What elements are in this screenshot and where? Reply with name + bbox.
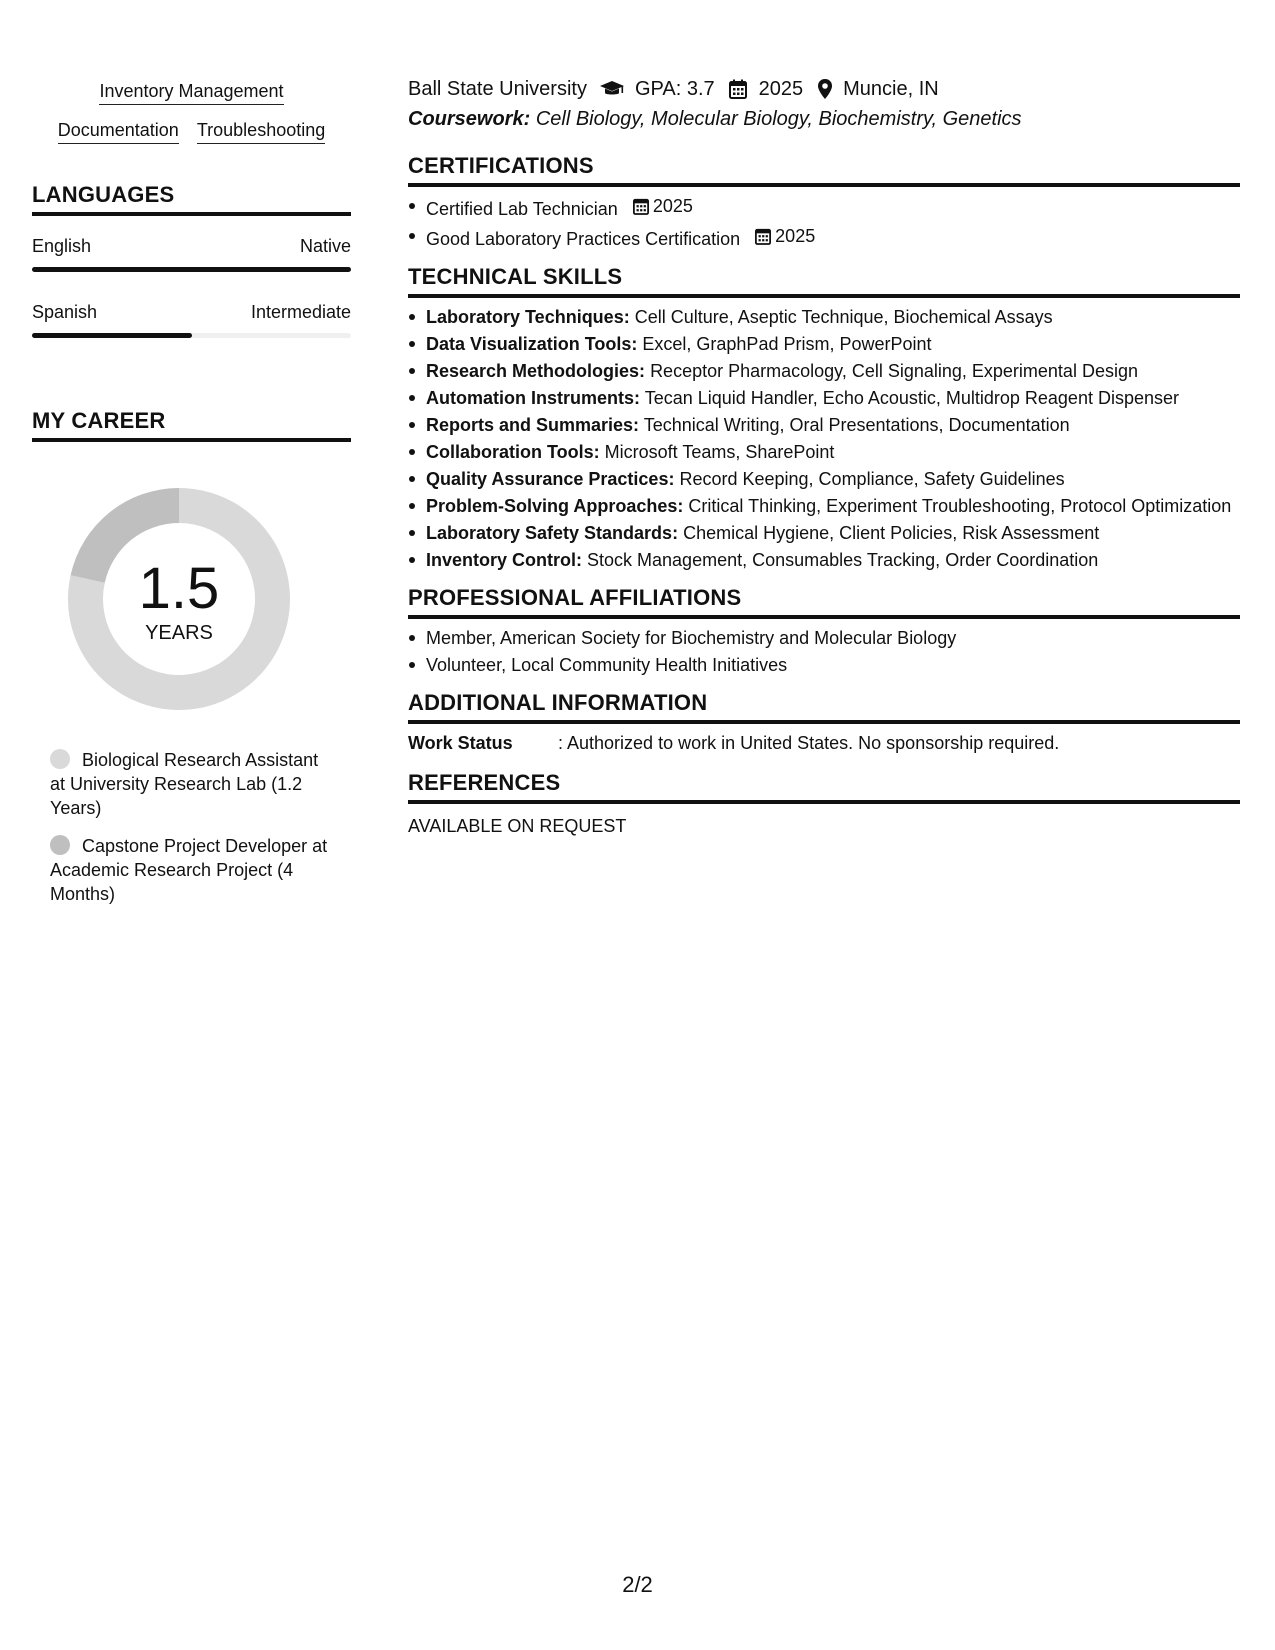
education-location: Muncie, IN <box>843 77 939 100</box>
skill-value: Stock Management, Consumables Tracking, Order Coordination <box>587 550 1099 570</box>
skill-tag: Inventory Management <box>99 80 283 105</box>
skill-label: Collaboration Tools: <box>426 442 600 462</box>
certification-name: Good Laboratory Practices Certification <box>426 229 741 249</box>
list-item <box>408 195 1240 220</box>
skill-tag: Troubleshooting <box>197 119 325 144</box>
certifications-title: CERTIFICATIONS <box>408 153 1240 187</box>
skill-label: Reports and Summaries: <box>426 415 640 435</box>
language-bar <box>32 333 351 338</box>
skill-label: Data Visualization Tools: <box>426 334 638 354</box>
skill-label: Laboratory Safety Standards: <box>426 523 679 543</box>
language-bar <box>32 267 351 272</box>
list-item <box>408 468 1240 490</box>
affiliations-title: PROFESSIONAL AFFILIATIONS <box>408 585 1240 619</box>
skill-value: Receptor Pharmacology, Cell Signaling, Experimental Design <box>650 361 1138 381</box>
skill-value: Technical Writing, Oral Presentations, Documentation <box>643 415 1070 435</box>
language-bar-fill <box>32 333 192 338</box>
skill-value: Tecan Liquid Handler, Echo Acoustic, Multidrop Reagent Dispenser <box>644 388 1179 408</box>
language-name: English <box>32 236 92 256</box>
list-item <box>408 495 1240 517</box>
career-section <box>32 408 351 906</box>
technical-skills-section <box>408 264 1240 571</box>
skill-value: Cell Culture, Aseptic Technique, Biochemical Assays <box>634 307 1053 327</box>
certification-date: 2025 <box>775 226 816 246</box>
career-title: MY CAREER <box>32 408 351 442</box>
language-level: Intermediate <box>250 302 351 322</box>
certifications-section <box>408 153 1240 250</box>
languages-title: LANGUAGES <box>32 182 351 216</box>
graduation-year: 2025 <box>758 77 804 100</box>
skill-tag: Documentation <box>58 119 179 144</box>
work-status <box>408 733 1240 754</box>
skill-value: Record Keeping, Compliance, Safety Guidelines <box>679 469 1065 489</box>
list-item <box>408 549 1240 571</box>
calendar-icon <box>755 227 771 245</box>
coursework-label: Coursework: <box>408 108 531 130</box>
list-item <box>408 333 1240 355</box>
certification-date: 2025 <box>652 196 693 216</box>
location-pin-icon <box>817 78 833 100</box>
skill-value: Chemical Hygiene, Client Policies, Risk Assessment <box>683 523 1100 543</box>
career-donut <box>66 486 292 712</box>
additional-info-title: ADDITIONAL INFORMATION <box>408 690 1240 724</box>
skill-label: Laboratory Techniques: <box>426 307 630 327</box>
language-name: Spanish <box>32 302 98 322</box>
list-item <box>408 306 1240 328</box>
technical-skills-list <box>408 306 1240 571</box>
skill-value: Critical Thinking, Experiment Troubleshooting, Protocol Optimization <box>688 496 1232 516</box>
languages-section <box>32 182 351 338</box>
references-text: AVAILABLE ON REQUEST <box>408 816 627 836</box>
technical-skills-title: TECHNICAL SKILLS <box>408 264 1240 298</box>
gpa: GPA: 3.7 <box>634 77 715 100</box>
list-item <box>408 522 1240 544</box>
skill-tags-row-1 <box>32 80 351 105</box>
certifications-list <box>408 195 1240 250</box>
page-number: 2/2 <box>622 1572 653 1597</box>
list-item <box>408 225 1240 250</box>
coursework <box>408 108 1240 131</box>
references-section <box>408 770 1240 837</box>
skill-label: Inventory Control: <box>426 550 582 570</box>
sidebar <box>32 80 351 920</box>
skill-value: Excel, GraphPad Prism, PowerPoint <box>642 334 932 354</box>
work-status-label: Work Status <box>408 733 513 753</box>
career-legend <box>50 748 330 906</box>
skill-label: Automation Instruments: <box>426 388 640 408</box>
skill-tags-row-2 <box>32 119 351 144</box>
coursework-value: Cell Biology, Molecular Biology, Biochemistry, Genetics <box>535 108 1022 130</box>
career-legend-label: Biological Research Assistant at University Research Lab (1.2 Years) <box>50 750 319 818</box>
list-item <box>408 441 1240 463</box>
skill-label: Quality Assurance Practices: <box>426 469 675 489</box>
references-title: REFERENCES <box>408 770 1240 804</box>
education-line <box>408 76 1240 102</box>
career-total-unit: YEARS <box>145 621 213 644</box>
language-item <box>32 236 351 272</box>
career-total-value: 1.5 <box>138 555 220 621</box>
career-legend-label: Capstone Project Developer at Academic Research Project (4 Months) <box>50 836 328 904</box>
skill-value: Microsoft Teams, SharePoint <box>604 442 835 462</box>
affiliations-section <box>408 585 1240 676</box>
career-legend-item <box>50 834 330 906</box>
skill-label: Research Methodologies: <box>426 361 646 381</box>
certification-name: Certified Lab Technician <box>426 199 618 219</box>
calendar-icon <box>729 79 747 99</box>
work-status-value: : Authorized to work in United States. No sponsorship required. <box>558 733 1060 753</box>
list-item <box>408 387 1240 409</box>
main-content <box>408 76 1240 837</box>
affiliations-list <box>408 627 1240 676</box>
additional-info-section <box>408 690 1240 754</box>
list-item <box>408 414 1240 436</box>
list-item: Member, American Society for Biochemistry and Molecular Biology <box>408 627 1240 649</box>
legend-dot-icon <box>50 749 70 769</box>
list-item <box>408 360 1240 382</box>
skill-label: Problem-Solving Approaches: <box>426 496 684 516</box>
school-name: Ball State University <box>408 77 587 100</box>
career-legend-item <box>50 748 330 820</box>
graduation-cap-icon <box>599 79 625 99</box>
language-level: Native <box>299 236 351 256</box>
legend-dot-icon <box>50 835 70 855</box>
language-item <box>32 302 351 338</box>
calendar-icon <box>633 197 649 215</box>
list-item: Volunteer, Local Community Health Initiatives <box>408 654 1240 676</box>
language-bar-fill <box>32 267 351 272</box>
